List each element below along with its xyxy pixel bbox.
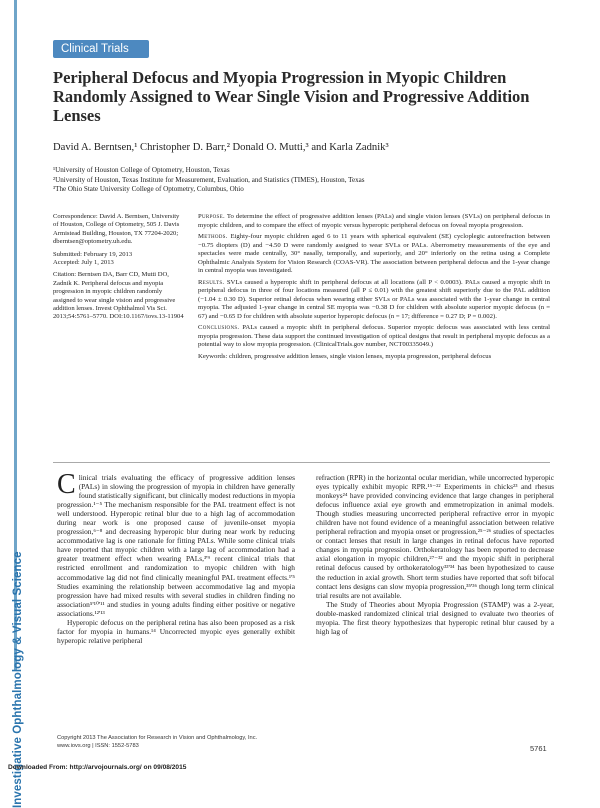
body-paragraph: refraction (RPR) in the horizontal ocular meridian, while uncorrected hyperopic eyes typically exhibit myopic RPR.¹⁵⁻²² Experiments in chicks²³ and rhesus monkeys²⁴ have provided convincing evidence that large changes in peripheral defocus influence axial eye growth and emmetropization in animal models. Though studies measuring uncorrected peripheral refractive error in myopic children have not found evidence of a meaningful association between relative peripheral refraction and myopia onset or progression,²⁵⁻²⁶ studies of spectacles or contact lenses that result in large changes in retinal defocus have reported changes in myopia progression. Orthokeratology has been reported to decrease axial elongation in myopic children,²⁷⁻³² and the myopic shift in peripheral retinal defocus caused by orthokeratology³³'³⁴ has been hypothesized to cause the reduction in axial growth. Short term studies have reported that soft bifocal contact lens designs can slow myopia progression,³⁵'³⁶ though long term clinical trial results are not available.: [316, 473, 554, 600]
body-text: linical trials evaluating the efficacy of progressive addition lenses (PALs) in slowing the progression of myopia in children have generally found statistically significant, but clinically modest reductions in myopia progression.¹⁻⁵ The mechanism responsible for the PAL treatment effect is not well understood. Hyperopic retinal blur due to a high lag of accommodation during near work is one proposed cause of juvenile-onset myopia progression,⁶⁻⁸ and decreasing hyperopic blur during near work by reducing accommodative lag is one rationale for fitting PALs. While some clinical trials have reported that myopic children with a large lag of accommodation had a greater treatment effect when wearing PALs,³'⁹ recent clinical trials that restricted enrollment and randomization to myopic children with high accommodative lag did not find clinically meaningful PAL treatment effects.¹'⁵ Studies examining the relationship between accommodative lag and myopia progression have had mixed results with several studies in children finding no association⁵'¹⁰'¹¹ and studies in young adults finding either positive or negative associations.¹²'¹³: [57, 473, 295, 618]
correspondence: Correspondence: David A. Berntsen, University of Houston, College of Optometry, 505 J. Davis Armistead Building, Houston, TX 77204-2020; dberntsen@optometry.uh.edu.: [53, 213, 180, 246]
drop-cap: C: [57, 469, 76, 500]
section-badge: Clinical Trials: [53, 40, 149, 58]
abstract: [198, 213, 550, 364]
results-label: Results.: [198, 278, 225, 286]
abstract-results: [198, 279, 550, 322]
keywords: Keywords: children, progressive addition lenses, single vision lenses, myopia progression, peripheral defocus: [198, 352, 492, 360]
citation: Citation: Berntsen DA, Barr CD, Mutti DO, Zadnik K. Peripheral defocus and myopia progression in myopic children randomly assigned to wear single vision and progressive addition lenses. Invest Ophthalmol Vis Sci. 2013;54:5761–5770. DOI:10.1167/iovs.13-11904: [53, 271, 184, 321]
page-footer: [57, 735, 257, 750]
purpose-label: Purpose.: [198, 213, 225, 220]
methods-label: Methods.: [198, 233, 228, 240]
body-paragraph: The Study of Theories about Myopia Progression (STAMP) was a 2-year, double-masked randomized clinical trial designed to evaluate two theories of myopia. The first theory hypothesizes that hyperopic retinal blur caused by a high lag of: [316, 599, 554, 636]
body-column-right: [316, 473, 554, 636]
affiliations: [53, 166, 365, 195]
accepted-date: Accepted: July 1, 2013: [53, 259, 114, 267]
section-divider: [53, 462, 550, 463]
abstract-purpose: [198, 213, 550, 230]
body-paragraph: [57, 469, 295, 618]
download-stamp: Downloaded From: http://arvojournals.org/ on 09/08/2015: [8, 764, 187, 771]
affiliation-3: ³The Ohio State University College of Optometry, Columbus, Ohio: [53, 185, 244, 194]
journal-name-vertical: Investigative Ophthalmology & Visual Science: [12, 551, 24, 808]
conclusions-label: Conclusions.: [198, 324, 240, 331]
article-meta-column: [53, 213, 185, 326]
purpose-text: To determine the effect of progressive addition lenses (PALs) and single vision lenses (SVLs) on peripheral defocus in myopic children, and to compare the effect of myopic versus hyperopic peripheral defocus on foveal myopia progression.: [198, 213, 550, 229]
journal-url-issn: www.iovs.org | ISSN: 1552-5783: [57, 742, 139, 749]
abstract-methods: [198, 233, 550, 276]
affiliation-2: ²University of Houston, Texas Institute for Measurement, Evaluation, and Statistics (TIMES), Houston, Texas: [53, 175, 365, 184]
submitted-date: Submitted: February 19, 2013: [53, 250, 133, 258]
article-title: Peripheral Defocus and Myopia Progression in Myopic Children Randomly Assigned to Wear Single Vision and Progressive Addition Lenses: [53, 68, 530, 125]
copyright-line: Copyright 2013 The Association for Research in Vision and Ophthalmology, Inc.: [57, 735, 258, 741]
page-number: 5761: [530, 744, 547, 753]
body-paragraph: Hyperopic defocus on the peripheral retina has also been proposed as a risk factor for myopia in humans.¹⁴ Uncorrected myopic eyes generally exhibit hyperopic relative peripheral: [57, 617, 295, 645]
conclusions-text: PALs caused a myopic shift in peripheral defocus. Superior myopic defocus was associated with less central myopia progression. These data support the continued investigation of optical designs that result in peripheral myopic defocus as a potential way to slow myopia progression. (ClinicalTrials.gov number, NCT00335049.): [198, 324, 551, 348]
affiliation-1: ¹University of Houston College of Optometry, Houston, Texas: [53, 166, 230, 174]
author-list: David A. Berntsen,¹ Christopher D. Barr,² Donald O. Mutti,³ and Karla Zadnik³: [53, 142, 389, 153]
abstract-conclusions: [198, 324, 550, 350]
body-column-left: [57, 469, 295, 645]
results-text: SVLs caused a hyperopic shift in peripheral defocus at all locations (all P < 0.0003). PALs caused a myopic shift in peripheral defocus in three of four locations measured (all P ≤ 0.01) with the greatest shift superiorly due to the PAL addition (−1.04 ± 0.30 D). Superior retinal defocus when wearing either SVLs or PALs was associated with the 1-year change in central myopia. The adjusted 1-year change in central SE myopia was −0.38 D for children with absolute superior myopic defocus (n = 67) and −0.65 D for children with absolute superior hyperopic defocus (n = 17; difference = 0.27 D; P = 0.002).: [198, 278, 550, 320]
methods-text: Eighty-four myopic children aged 6 to 11 years with spherical equivalent (SE) cycloplegic autorefraction between −0.75 diopters (D) and −4.50 D were randomly assigned to wear SVLs or PALs. Aberrometry measurements of the eye and spectacles were made centrally, 30° nasally, temporally, and superiorly, and 20° inferiorly on the retina using a Complete Ophthalmic Analysis System for Vision Research (COAS-VR). The association between peripheral defocus and the 1-year change in central myopia was investigated.: [198, 233, 551, 274]
